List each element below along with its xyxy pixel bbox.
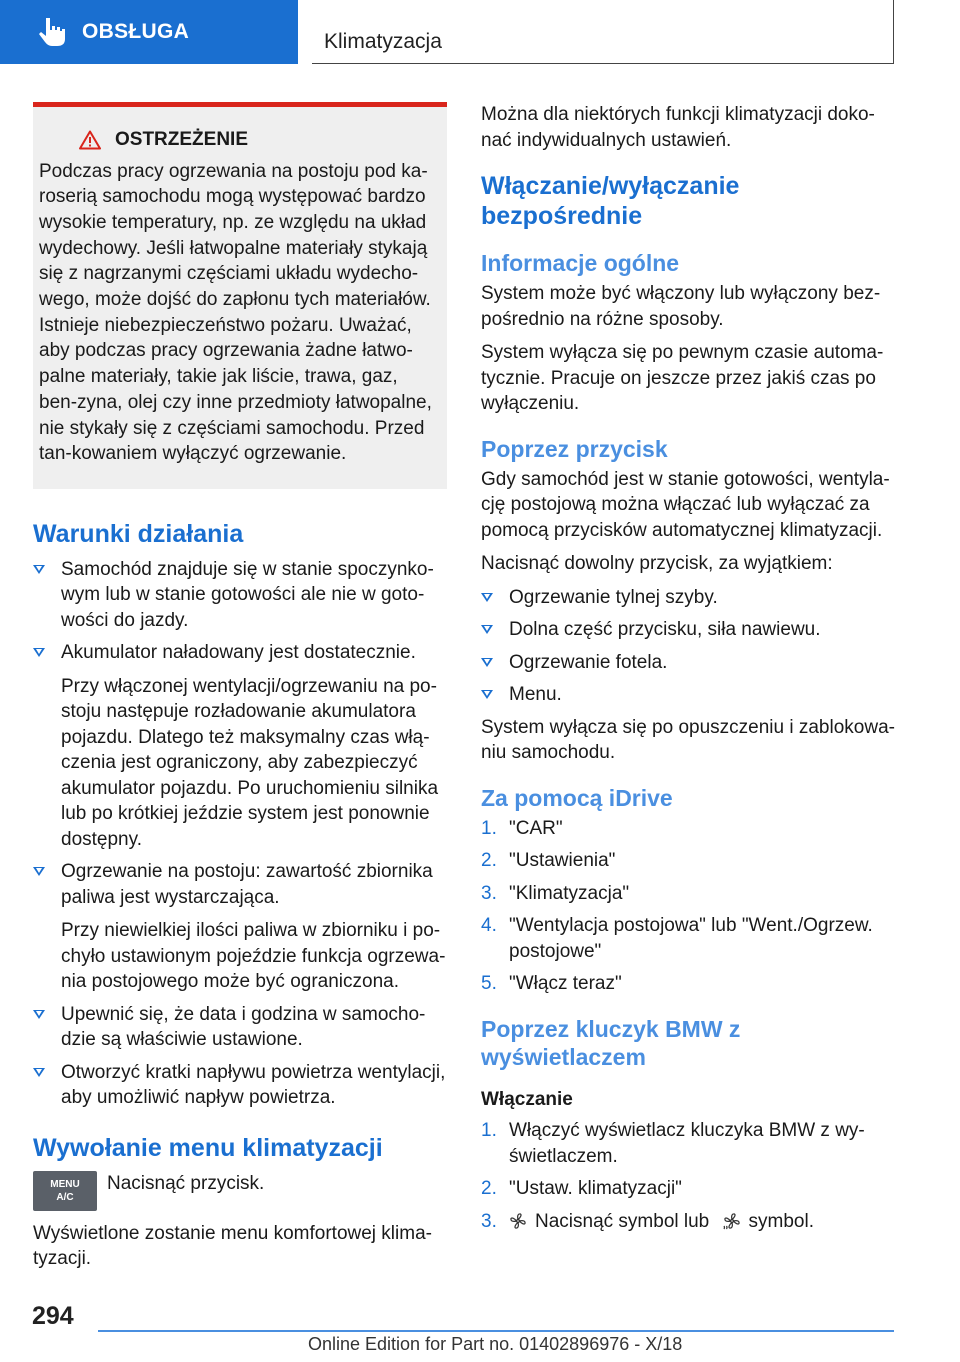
chapter-title: Klimatyzacja	[324, 30, 442, 53]
menu-call-heading: Wywołanie menu klimatyzacji	[33, 1133, 383, 1162]
step-text: "Ustawienia"	[509, 850, 616, 871]
list-item	[481, 881, 896, 907]
button-p1: Gdy samochód jest w stanie gotowości, wentyla-cję postojową można włączać lub wyłączać za pomocą przycisków automatycznej klimatyzacji.	[481, 468, 890, 541]
pointing-hand-icon	[38, 16, 68, 48]
warning-text: Podczas pracy ogrzewania na postoju pod ka-roserią samochodu mogą występować bardzo wysokie temperatury, np. ze względu na układ wydechowy. Jeśli łatwopalne materiały stykają się z nagrzanymi częściami układu wydecho-wego, może dojść do zapłonu tych materiałów. Istnieje niebezpieczeństwo pożaru. Uważać, aby podczas pracy ogrzewania żadne łatwo-palne materiały, takie jak liście, trawa, gaz, ben-zyna, olej czy inne przedmioty łatwopalne, nie stykały się z częściami samochodu. Przed tan-kowaniem wyłączyć ogrzewanie.	[39, 160, 432, 465]
list-item	[481, 682, 896, 708]
section-label: OBSŁUGA	[82, 20, 190, 43]
step-text: "Ustaw. klimatyzacji"	[509, 1178, 682, 1199]
step-text: "Klimatyzacja"	[509, 882, 630, 904]
list-item	[481, 913, 896, 964]
bullet-triangle-icon	[33, 1068, 45, 1077]
warning-header	[79, 127, 439, 153]
step-text: "CAR"	[509, 817, 563, 839]
menu-instruction-row	[33, 1171, 447, 1211]
list-item	[33, 1060, 447, 1111]
menu-instruction: Nacisnąć przycisk.	[107, 1172, 265, 1194]
step-number: 4.	[481, 915, 497, 936]
conditions-list	[33, 557, 447, 1111]
bullet-triangle-icon	[481, 593, 493, 602]
general-p1: System może być włączony lub wyłączony bez-pośrednio na różne sposoby.	[481, 283, 881, 330]
menu-ac-button-icon	[33, 1171, 97, 1211]
step-text: "Wentylacja postojowa" lub "Went./Ogrzew. postojowe"	[509, 915, 873, 962]
item-text: Akumulator naładowany jest dostatecznie.	[61, 642, 416, 664]
item-text: Ogrzewanie fotela.	[509, 651, 668, 673]
list-item	[481, 848, 896, 874]
list-item	[481, 971, 896, 997]
step-text: Nacisnąć symbol lub	[535, 1210, 710, 1232]
list-item	[481, 650, 896, 676]
bullet-triangle-icon	[33, 1010, 45, 1019]
warning-triangle-icon	[79, 130, 101, 150]
right-column	[481, 102, 896, 1241]
exception-list	[481, 585, 896, 708]
list-item	[481, 1176, 896, 1202]
list-item	[33, 1002, 447, 1053]
warning-box	[33, 102, 447, 489]
list-item	[33, 859, 447, 995]
item-text: Upewnić się, że data i godzina w samocho-dzie są właściwie ustawione.	[61, 1003, 426, 1051]
step-number: 3.	[481, 882, 497, 904]
direct-heading: Włączanie/wyłączanie bezpośrednie	[481, 172, 740, 230]
menu-result: Wyświetlone zostanie menu komfortowej klima-tyzacji.	[33, 1222, 432, 1270]
step-text: "Włącz teraz"	[509, 973, 622, 994]
warning-title: OSTRZEŻENIE	[115, 129, 249, 150]
button-line-2: A/C	[56, 1191, 74, 1203]
button-heading: Poprzez przycisk	[481, 435, 668, 462]
bullet-triangle-icon	[481, 658, 493, 667]
item-text: Samochód znajduje się w stanie spoczynko-wym lub w stanie gotowości ale nie w goto-wości do jazdy.	[61, 558, 434, 631]
idrive-heading: Za pomocą iDrive	[481, 784, 673, 811]
bullet-triangle-icon	[481, 625, 493, 634]
button-p2: Nacisnąć dowolny przycisk, za wyjątkiem:	[481, 553, 833, 574]
bullet-triangle-icon	[33, 565, 45, 574]
list-item	[481, 1118, 896, 1169]
step-text: symbol.	[748, 1210, 814, 1232]
list-item	[481, 585, 896, 611]
conditions-heading: Warunki działania	[33, 519, 244, 548]
fan-icon	[509, 1212, 527, 1230]
step-number: 1.	[481, 1120, 497, 1141]
footer-edition: Online Edition for Part no. 01402896976 - X/18	[308, 1334, 683, 1354]
item-note: Przy niewielkiej ilości paliwa w zbiorniku i po-chyło ustawionym pojeździe funkcja ogrzewa-nia postojowego może być ograniczona.	[61, 920, 446, 993]
list-item	[33, 557, 447, 634]
bullet-triangle-icon	[481, 690, 493, 699]
item-text: Dolna część przycisku, siła nawiewu.	[509, 619, 821, 640]
list-item	[481, 617, 896, 643]
bullet-triangle-icon	[33, 867, 45, 876]
fan-heat-icon	[723, 1212, 741, 1230]
item-text: Ogrzewanie na postoju: zawartość zbiornika paliwa jest wystarczająca.	[61, 861, 433, 908]
footer-divider	[98, 1330, 894, 1332]
chapter-title-box	[312, 0, 894, 64]
key-subheading: Włączanie	[481, 1088, 573, 1110]
general-p2: System wyłącza się po pewnym czasie automa-tycznie. Pracuje on jeszcze przez jakiś czas po wyłączeniu.	[481, 342, 884, 414]
list-item	[33, 640, 447, 852]
list-item	[481, 816, 896, 842]
step-number: 2.	[481, 850, 497, 871]
item-text: Otworzyć kratki napływu powietrza wentylacji, aby umożliwić napływ powietrza.	[61, 1061, 446, 1109]
bullet-triangle-icon	[33, 648, 45, 657]
left-column	[33, 102, 447, 1280]
key-heading: Poprzez kluczyk BMW z wyświetlaczem	[481, 1015, 741, 1070]
item-text: Menu.	[509, 684, 562, 705]
button-p3: System wyłącza się po opuszczeniu i zablokowa-niu samochodu.	[481, 716, 895, 763]
list-item	[481, 1209, 896, 1235]
step-number: 2.	[481, 1178, 497, 1199]
section-tab	[0, 0, 298, 64]
step-text: Włączyć wyświetlacz kluczyka BMW z wy-świetlaczem.	[509, 1120, 865, 1167]
idrive-steps	[481, 816, 896, 997]
button-line-1: MENU	[50, 1178, 80, 1190]
step-number: 3.	[481, 1210, 497, 1232]
intro-text: Można dla niektórych funkcji klimatyzacji doko-nać indywidualnych ustawień.	[481, 104, 875, 151]
page-number: 294	[32, 1302, 74, 1330]
item-text: Ogrzewanie tylnej szyby.	[509, 586, 718, 608]
key-steps	[481, 1118, 896, 1234]
step-number: 5.	[481, 973, 497, 994]
item-note: Przy włączonej wentylacji/ogrzewaniu na po-stoju następuje rozładowanie akumulatora pojazdu. Dlatego też maksymalny czas włą-czenia jest ograniczony, aby zabezpieczyć akumulator pojazdu. Po uruchomieniu silnika lub po krótkiej jeździe system jest ponownie dostępny.	[61, 675, 439, 850]
general-heading: Informacje ogólne	[481, 250, 680, 276]
step-number: 1.	[481, 817, 497, 839]
